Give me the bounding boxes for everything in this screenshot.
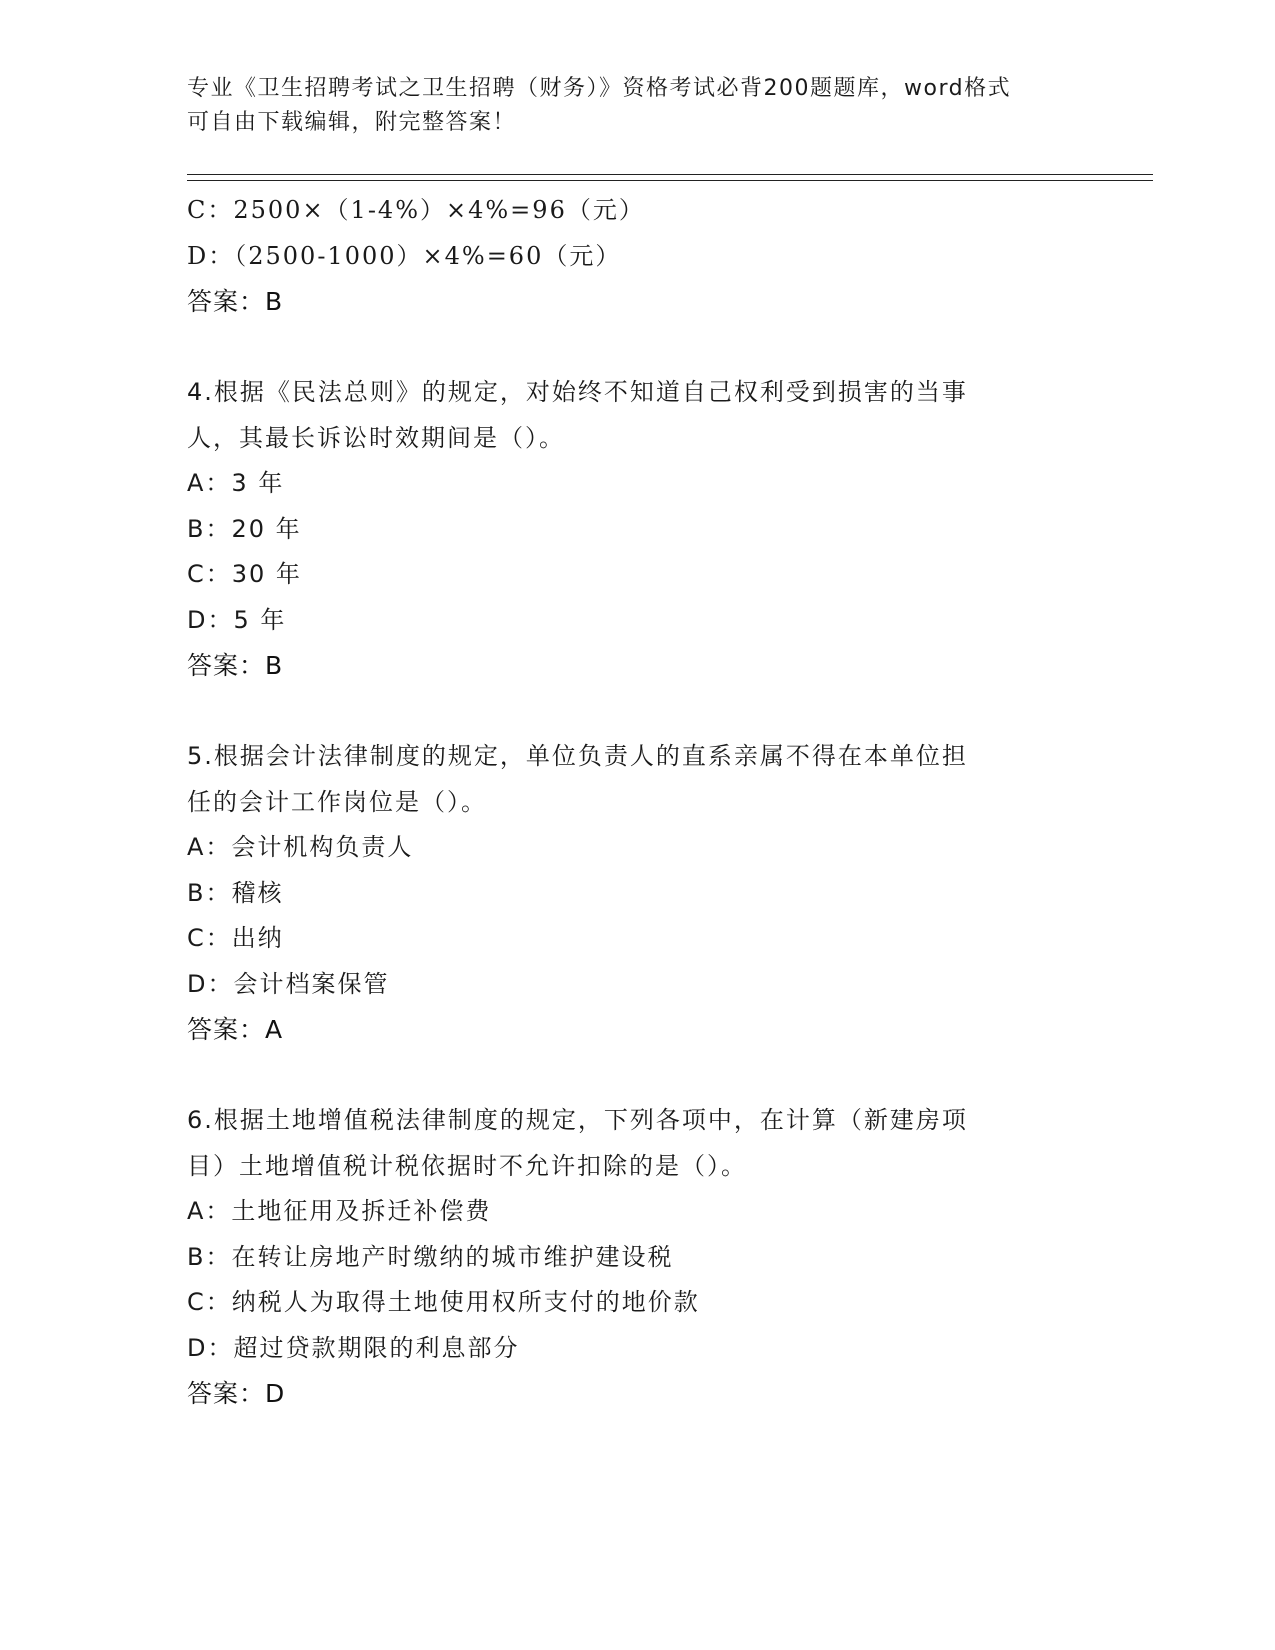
header-title-line2: 可自由下载编辑，附完整答案！ (187, 110, 517, 135)
option-a: A：会计机构负责人 (187, 833, 414, 861)
spacer (187, 325, 1067, 371)
header-title-line1: 专业《卫生招聘考试之卫生招聘（财务）》资格考试必背200题题库，word格式 (187, 76, 1012, 101)
question-5 (187, 734, 1067, 1053)
spacer (187, 689, 1067, 735)
option-c: C：2500×（1-4%）×4%=96（元） (187, 196, 645, 224)
question-3-continued (187, 188, 1067, 325)
question-stem: 5.根据会计法律制度的规定，单位负责人的直系亲属不得在本单位担 (187, 742, 968, 770)
option-c: C：出纳 (187, 924, 284, 952)
option-a: A：土地征用及拆迁补偿费 (187, 1197, 492, 1225)
question-6 (187, 1098, 1067, 1417)
header-divider-top (187, 174, 1153, 175)
option-a: A：3 年 (187, 469, 285, 497)
option-d: D：（2500-1000）×4%=60（元） (187, 241, 622, 270)
question-stem: 4.根据《民法总则》的规定，对始终不知道自己权利受到损害的当事 (187, 378, 968, 406)
question-stem: 任的会计工作岗位是（）。 (187, 787, 487, 816)
question-stem: 6.根据土地增值税法律制度的规定，下列各项中，在计算（新建房项 (187, 1106, 968, 1134)
answer-line: 答案：B (187, 287, 284, 316)
option-d: D：超过贷款期限的利息部分 (187, 1333, 520, 1362)
answer-line: 答案：A (187, 1015, 284, 1044)
document-body (187, 188, 1067, 1417)
header-divider-bottom (187, 180, 1153, 181)
spacer (187, 1053, 1067, 1099)
option-d: D：会计档案保管 (187, 969, 390, 998)
document-header (187, 72, 1067, 140)
question-stem: 人，其最长诉讼时效期间是（）。 (187, 423, 565, 452)
question-4 (187, 370, 1067, 689)
option-b: B：20 年 (187, 514, 302, 543)
answer-line: 答案：D (187, 1379, 286, 1408)
option-c: C：30 年 (187, 560, 302, 588)
option-c: C：纳税人为取得土地使用权所支付的地价款 (187, 1288, 700, 1316)
option-b: B：在转让房地产时缴纳的城市维护建设税 (187, 1242, 674, 1271)
option-d: D：5 年 (187, 605, 287, 634)
option-b: B：稽核 (187, 878, 284, 907)
answer-line: 答案：B (187, 651, 284, 680)
question-stem: 目）土地增值税计税依据时不允许扣除的是（）。 (187, 1151, 747, 1180)
